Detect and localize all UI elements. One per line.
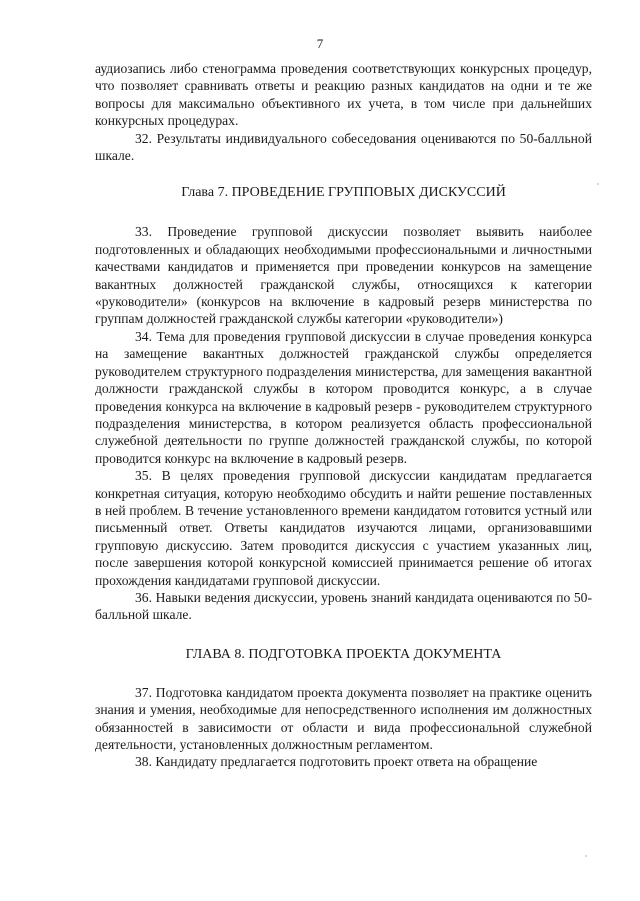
paragraph-33: 33. Проведение групповой дискуссии позволяет выявить наиболее подготовленных и обладающих необходимыми профессиональными и личностными качествами кандидатов и применяется при проведении конкурсов на замещение вакантных должностей гражданской службы, относящихся к категории «руководители» (конкурсов на включение в кадровый резерв министерства по группам должностей гражданской службы категории «руководители»): [95, 224, 592, 327]
paragraph-35: 35. В целях проведения групповой дискуссии кандидатам предлагается конкретная ситуация, которую необходимо обсудить и найти решение поставленных в ней проблем. В течение установленного времени кандидатом готовится устный или письменный ответ. Ответы кандидатов изучаются лицами, организовавшими групповую дискуссию. Затем проводится дискуссия с участием указанных лиц, после завершения которой конкурсной комиссией принимается решение об итогах прохождения кандидатами групповой дискуссии.: [95, 468, 592, 588]
paragraph-32: 32. Результаты индивидуального собеседования оцениваются по 50-балльной шкале.: [95, 130, 592, 164]
paragraph-37: 37. Подготовка кандидатом проекта документа позволяет на практике оценить знания и умения, необходимые для непосредственного исполнения им должностных обязанностей в зависимости от области и вида профессиональной служебной деятельности, установленных должностным регламентом.: [95, 684, 592, 752]
document-body: [95, 60, 592, 771]
chapter-7-heading: Глава 7. ПРОВЕДЕНИЕ ГРУППОВЫХ ДИСКУССИЙ: [181, 185, 506, 201]
scan-artifact: [585, 855, 587, 857]
chapter-8-heading: ГЛАВА 8. ПОДГОТОВКА ПРОЕКТА ДОКУМЕНТА: [185, 646, 502, 662]
page-number: 7: [316, 36, 324, 51]
paragraph-36: 36. Навыки ведения дискуссии, уровень знаний кандидата оцениваются по 50-балльной шкале.: [95, 589, 592, 623]
paragraph-38: 38. Кандидату предлагается подготовить проект ответа на обращение: [135, 754, 538, 770]
paragraph-continuation: аудиозапись либо стенограмма проведения соответствующих конкурсных процедур, что позволяет сравнивать ответы и реакцию разных кандидатов на одни и те же вопросы для максимально объективного их учета, в том числе при дальнейших конкурсных процедурах.: [95, 61, 592, 129]
paragraph-34: 34. Тема для проведения групповой дискуссии в случае проведения конкурса на замещение вакантных должностей гражданской службы определяется руководителем структурного подразделения министерства, для замещения вакантной должности гражданской службы в котором проводится конкурс, а в случае проведения конкурса на включение в кадровый резерв - руководителем структурного подразделения министерства, в котором реализуется область профессиональной служебной деятельности по группе должностей гражданской службы, по которой проводится конкурс на включение в кадровый резерв.: [95, 328, 592, 466]
scan-artifact: [597, 183, 599, 185]
